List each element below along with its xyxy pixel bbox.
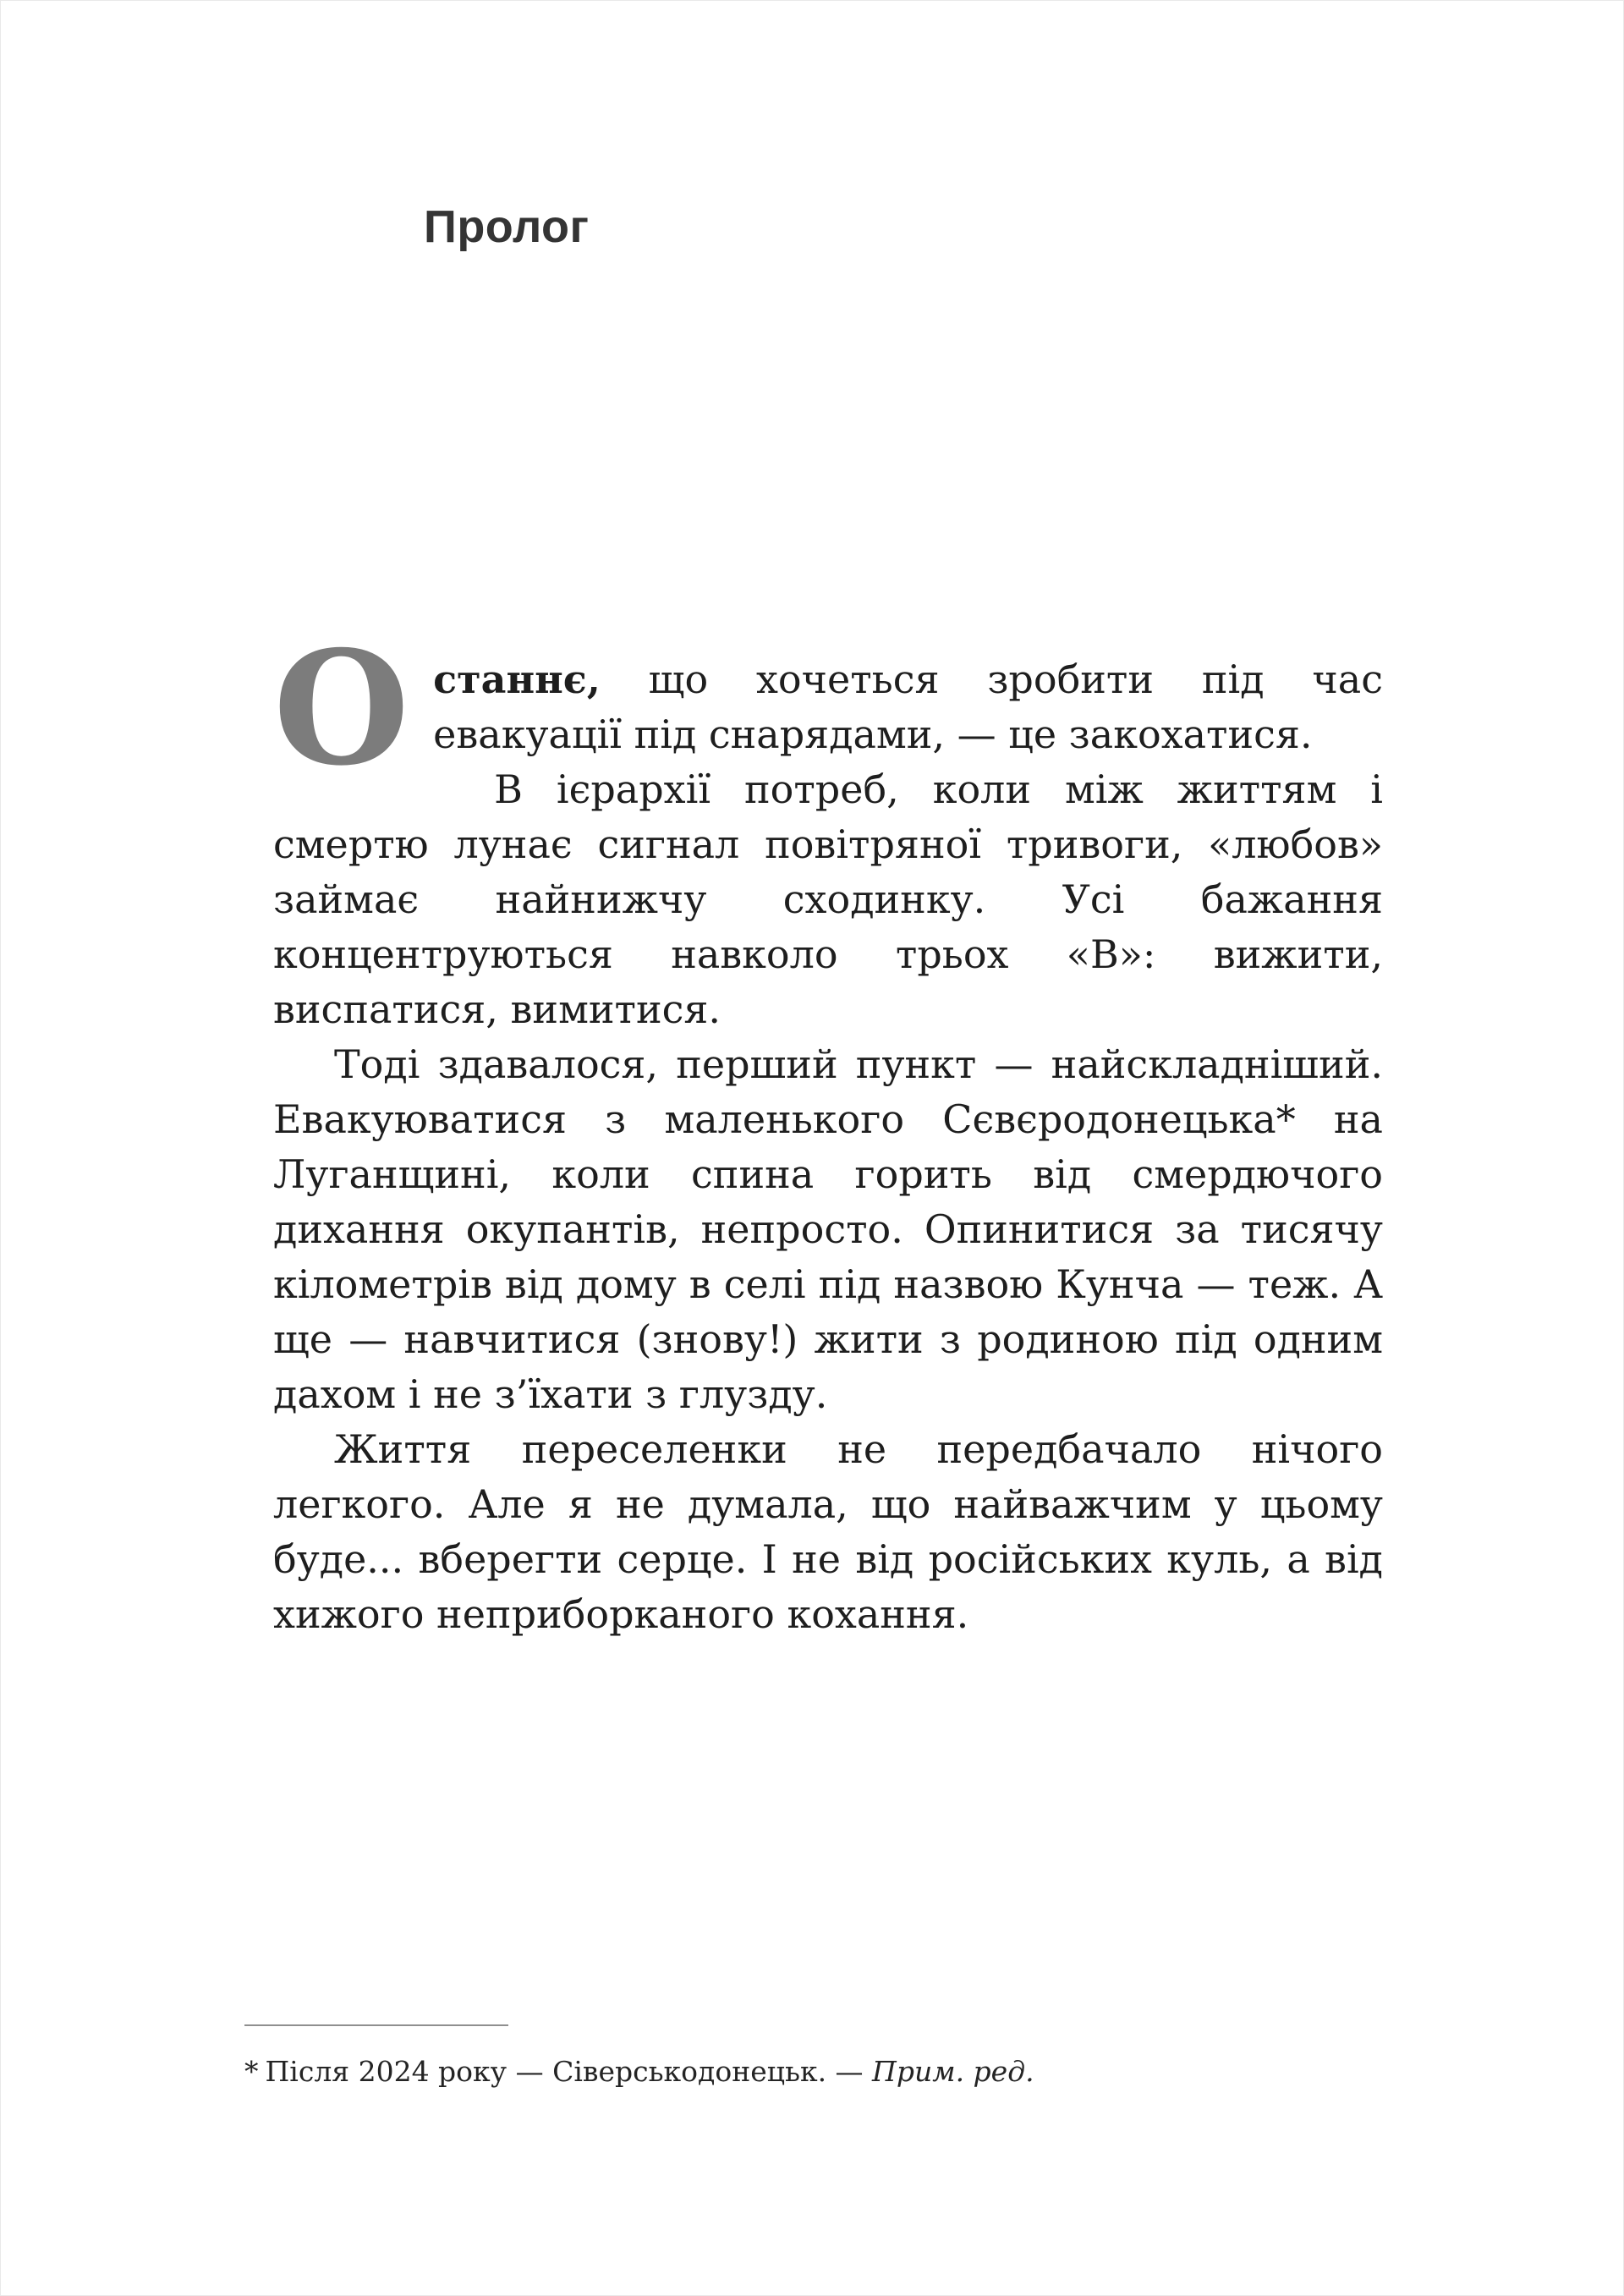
paragraph-text: що хочеться зробити під час евакуації під снарядами, — це закохатися.: [433, 656, 1383, 757]
paragraph-opening: [273, 616, 1383, 800]
footnote-marker: *: [244, 2055, 259, 2088]
body-text-block: [273, 616, 1383, 1642]
lead-word-bold: станнє,: [433, 656, 601, 702]
paragraph: Тоді здавалося, перший пункт — найскладніший. Евакуюватися з маленького Сєвєродонецька* на Луганщині, коли спина горить від смердючого дихання окупантів, непросто. Опинитися за тисячу кілометрів від дому в селі під назвою Кунча — теж. А ще — навчитися (знову!) жити з родиною під одним дахом і не з’їхати з глузду.: [273, 1041, 1383, 1417]
footnote-text: Після 2024 року — Сіверськодонецьк. —: [265, 2055, 873, 2088]
paragraph: В ієрархії потреб, коли між життям і смертю лунає сигнал повітряної тривоги, «любов» займає найнижчу сходинку. Усі бажання концентруються навколо трьох «В»: вижити, виспатися, вимитися.: [273, 766, 1383, 1032]
dropcap-letter: О: [273, 616, 410, 800]
footnote-divider: [244, 2024, 508, 2026]
footnote-source-italic: Прим. ред.: [872, 2055, 1034, 2088]
paragraph: Життя переселенки не передбачало нічого легкого. Але я не думала, що найважчим у цьому буде... вберегти серце. І не від російських куль, а від хижого неприборканого кохання.: [273, 1426, 1383, 1637]
footnote: [244, 2053, 1175, 2090]
footnote-block: [244, 2024, 1175, 2090]
chapter-title: Пролог: [424, 201, 590, 252]
